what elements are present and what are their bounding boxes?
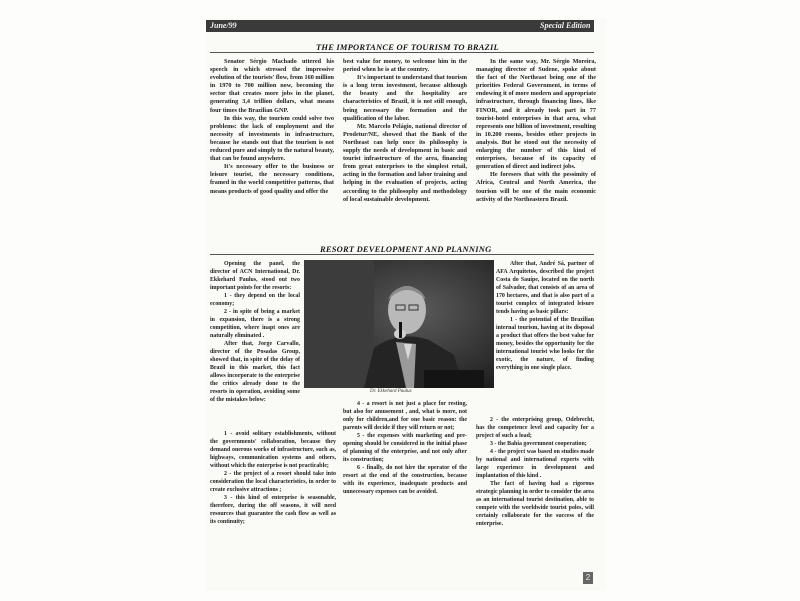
section1-column-3 (476, 58, 596, 204)
paragraph: 2 - the enterprising group, Odebrecht, has the competence level and capacity for a project of such a load; (476, 417, 594, 439)
header-bar (206, 20, 594, 32)
paragraph: It's necessary offer to the business or leisure tourist, the necessary conditions, framed in the world competitive patterns, that means products of good quality and offer the (210, 163, 334, 195)
edition-label: Special Edition (540, 21, 591, 30)
section2-column-1-top (210, 260, 300, 404)
issue-date: June/99 (210, 21, 237, 30)
title-rule (210, 52, 594, 53)
paragraph: 3 - this kind of enterprise is seasonable, therefore, during the off seasons, it will need resources that guarantee the cash flow as well as its continuity; (210, 495, 336, 525)
paragraph: 1 - the potential of the Brazilian internal tourism, having at its disposal a product that offers the best value for money, besides the opportunity for the international tourist who looks for the exotic, the nature, of finding everything in one single place. (496, 317, 594, 371)
paragraph: 1 - they depend on the local economy; (210, 293, 300, 307)
section2-column-3-top (496, 260, 594, 372)
section1-column-2 (343, 58, 467, 204)
paragraph: It's important to understand that tourism is a long term investment, because although the beauty and the hospitality are characteristics of Brazil, it is not still enough, being necessary the formation and the qualification of the labor. (343, 74, 467, 122)
section-title-resort: RESORT DEVELOPMENT AND PLANNING (320, 244, 492, 254)
speaker-photo (304, 260, 494, 388)
section1-column-1 (210, 58, 334, 196)
paragraph: 6 - finally, do not hire the operator of the resort at the end of the construction, because with its experience, inadequate products and unnecessary expenses can be avoided. (343, 465, 467, 495)
section2-column-2 (343, 400, 467, 496)
photo-caption: Dr. Ekkehard Paulus (370, 389, 412, 394)
page-number: 2 (583, 572, 593, 584)
paragraph: 3 - the Bahia government cooperation; (490, 441, 587, 447)
section-title-tourism: THE IMPORTANCE OF TOURISM TO BRAZIL (316, 42, 499, 52)
paragraph: 5 - the expenses with marketing and pre-opening should be considered in the initial phase of planning of the enterprise, and not only after its construction; (343, 433, 467, 463)
title-rule (210, 254, 594, 255)
paragraph: 2 - in spite of being a market in expansion, there is a strong competition, where inapt ones are naturally eliminated . (210, 309, 300, 339)
paragraph: After that, Jorge Carvallo, director of the Posadas Group, showed that, in spite of the delay of Brazil in this market, this fact allows incorporate to the enterprise the critics already done to the resorts in operation, avoiding some of the mistakes below: (210, 341, 300, 403)
paragraph: 4 - a resort is not just a place for resting, but also for amusement , and, what is more, not only for children,and for one basic reason: the parents will decide if they will return or not; (343, 401, 467, 431)
speaker-photo-image (304, 260, 494, 388)
paragraph: Opening the panel, the director of ACN International, Dr. Ekkehard Paulus, stood out two important points for the resorts: (210, 261, 300, 291)
paragraph: In the same way, Mr. Sérgio Moreira, managing director of Sudene, spoke about the fact of the Northeast being one of the priorities Federal Government, in terms of endowing it of more modern and appropriate infrastructure, through financing lines, like FINOR, and it already took part in 77 tourist-hotel enterprises in that area, what represents one billion of investment, resulting in 10.200 rooms, besides other projects in analysis. But he stood out the necessity of enlarging the number of this kind of enterprises, because of its capacity of generation of direct and indirect jobs. (476, 58, 596, 171)
paragraph: best value for money, to welcome him in the period when he is at the country. (343, 58, 467, 74)
paragraph: In this way, the tourism could solve two problems: the lack of employment and the necessity of investments in infrastructure, because he stands out that the tourism is not reduced pure and simply to the natural beauty, that can be found anywhere. (210, 114, 334, 163)
paragraph: 1 - avoid solitary establishments, without the governments' collaboration, because they demand onerous works of infrastructure, such as, highways, communication systems and others, without which the enterprise is not practicable; (210, 431, 336, 469)
paragraph: The fact of having had a rigorous strategic planning in order to consider the area as an international tourist destination, able to compete with the worldwide tourist poles, will certainly collaborate for the success of the enterprise. (476, 481, 594, 527)
paragraph: Mr. Marcelo Pelágio, national director of Prodetur/NE, showed that the Bank of the Northeast can help once its philosophy is supply the needs of development in basic and tourist infrastructure of the area, financing from great enterprises to the simplest retail, acting in the formation and labor training and helping in the evaluation of projects, acting according to the philosophy and methodology of local sustainable development. (343, 122, 467, 203)
paragraph: Senator Sérgio Machado uttered his speech in which stressed the impressive evolution of the tourists' flow, from 160 million in 1970 to 700 million now, becoming the sector that creates more jobs in the planet, generating 3,4 trillion dollars, what means four times the Brazilian GNP. (210, 58, 334, 114)
section2-column-3-bottom (476, 416, 594, 528)
section2-column-1-bottom (210, 430, 336, 526)
paragraph: After that, André Sá, partner of AFA Arquitetos, described the project Costa do Sauípe, located on the north of Salvador, that consists of an area of 170 hectares, and that is also part of a tourist complex of integrated leisure tends having as basic pillars: (496, 261, 594, 315)
paragraph: He foresees that with the pessimity of Africa, Central and North America, the tourism will be one of the main economic activity of the Northeastern Brazil. (476, 171, 596, 203)
paragraph: 2 - the project of a resort should take into consideration the local characteristics, in order to create exclusive attractions ; (210, 471, 336, 493)
paragraph: 4 - the project was based on studies made by national and international experts with large experience in development and implantation of this kind . (476, 449, 594, 479)
